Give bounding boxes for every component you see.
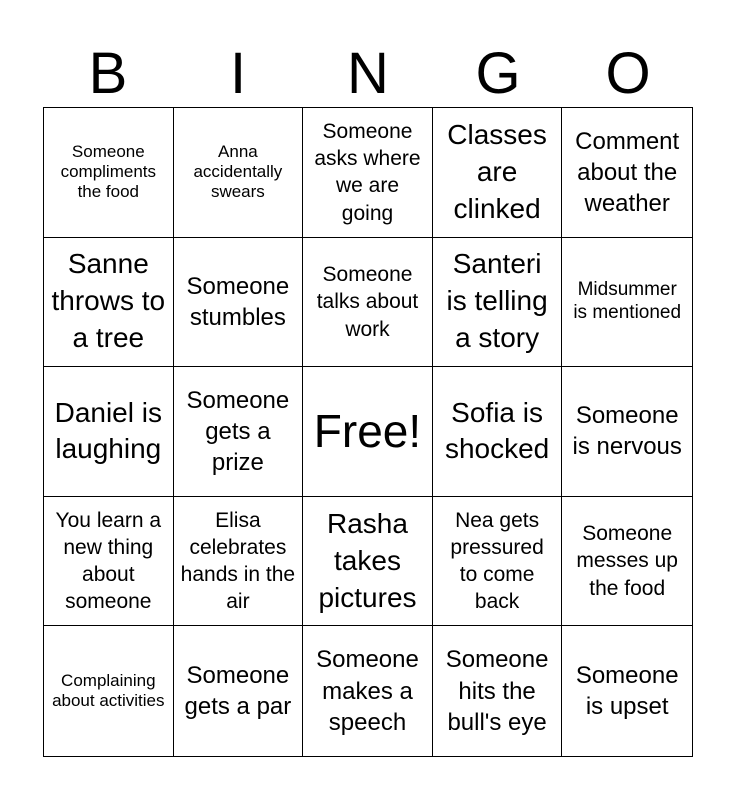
bingo-cell[interactable]: Someone hits the bull's eye xyxy=(433,626,563,756)
free-cell[interactable]: Free! xyxy=(303,367,433,497)
bingo-board xyxy=(43,107,693,757)
bingo-cell[interactable]: Someone compliments the food xyxy=(44,108,174,238)
bingo-header xyxy=(43,40,693,108)
bingo-cell[interactable]: Rasha takes pictures xyxy=(303,497,433,627)
bingo-cell[interactable]: Daniel is laughing xyxy=(44,367,174,497)
bingo-cell[interactable]: Sanne throws to a tree xyxy=(44,238,174,368)
bingo-cell[interactable]: Someone gets a par xyxy=(174,626,304,756)
bingo-cell[interactable]: Santeri is telling a story xyxy=(433,238,563,368)
header-letter-n: N xyxy=(347,41,389,106)
bingo-cell[interactable]: Someone stumbles xyxy=(174,238,304,368)
header-letter-o: O xyxy=(605,41,651,106)
header-letter-b: B xyxy=(88,41,128,106)
bingo-cell[interactable]: Elisa celebrates hands in the air xyxy=(174,497,304,627)
bingo-cell[interactable]: Midsummer is mentioned xyxy=(562,238,692,368)
bingo-cell[interactable]: Someone is upset xyxy=(575,662,679,721)
bingo-cell[interactable]: Someone gets a prize xyxy=(174,367,304,497)
bingo-cell[interactable]: Someone asks where we are going xyxy=(303,108,433,238)
header-letter-i: I xyxy=(229,41,247,106)
bingo-cell[interactable]: Someone messes up the food xyxy=(562,497,692,627)
bingo-cell[interactable]: Classes are clinked xyxy=(433,108,563,238)
bingo-cell[interactable]: Sofia is shocked xyxy=(433,367,563,497)
bingo-cell[interactable]: Nea gets pressured to come back xyxy=(433,497,563,627)
bingo-cell[interactable]: You learn a new thing about someone xyxy=(44,497,174,627)
bingo-cell[interactable]: Complaining about activities xyxy=(44,626,174,756)
bingo-cell[interactable]: Someone talks about work xyxy=(303,238,433,368)
bingo-cell[interactable]: Someone is nervous xyxy=(562,367,692,497)
bingo-cell[interactable]: Anna accidentally swears xyxy=(174,108,304,238)
bingo-cell[interactable]: Someone makes a speech xyxy=(303,626,433,756)
header-letter-g: G xyxy=(475,41,521,106)
bingo-cell[interactable]: Comment about the weather xyxy=(562,108,692,238)
